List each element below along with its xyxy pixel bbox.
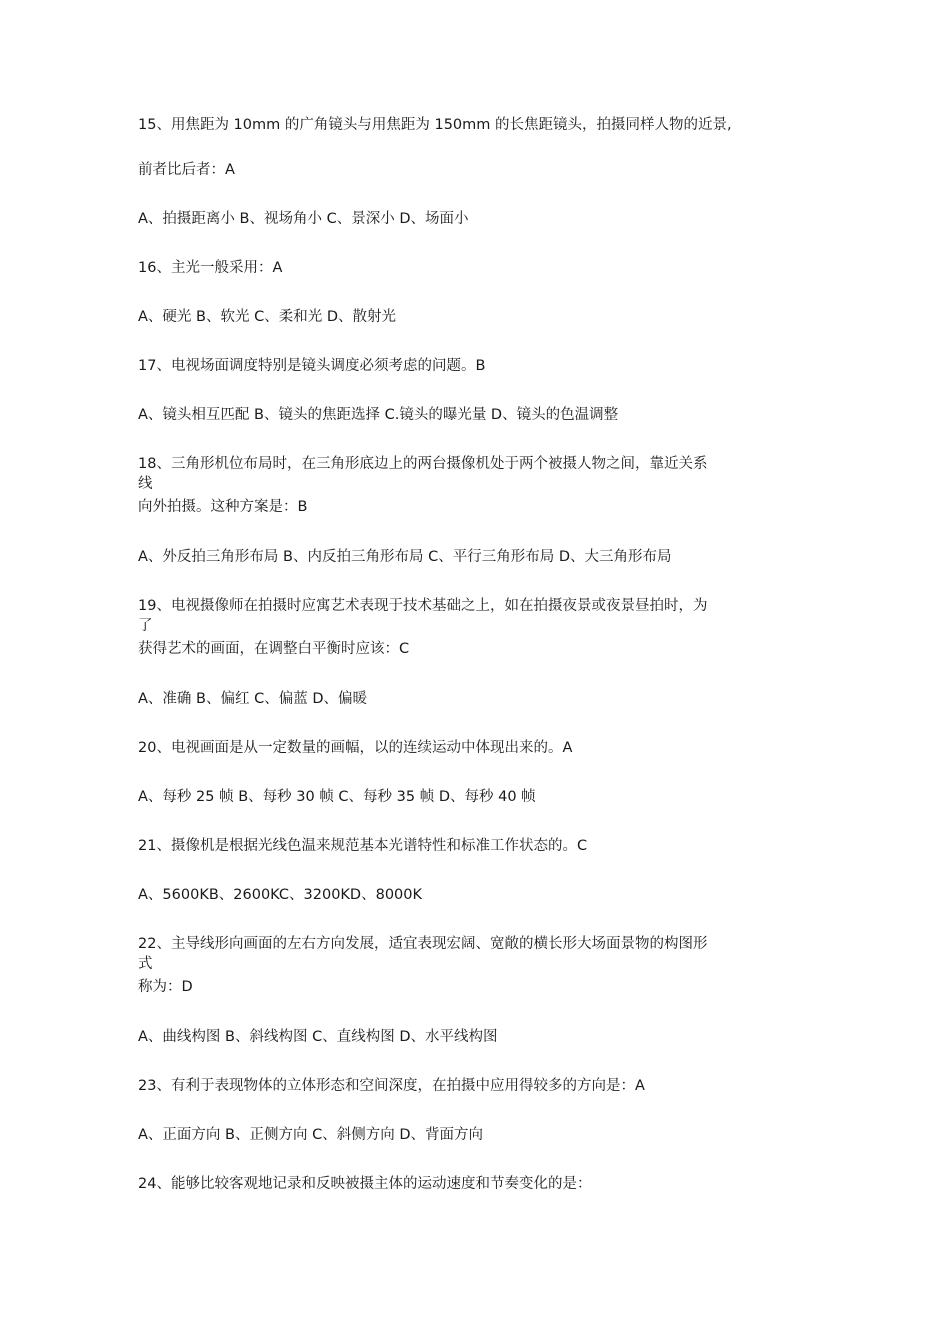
q16-options: A、硬光 B、软光 C、柔和光 D、散射光 [138, 309, 396, 325]
q19-stem-line-3: 获得艺术的画面，在调整白平衡时应该：C [138, 641, 410, 657]
q18-stem-line-1: 18、三角形机位布局时，在三角形底边上的两台摄像机处于两个被摄人物之间，靠近关系 [138, 456, 708, 472]
q22-options: A、曲线构图 B、斜线构图 C、直线构图 D、水平线构图 [138, 1029, 498, 1045]
q17-options: A、镜头相互匹配 B、镜头的焦距选择 C.镜头的曝光量 D、镜头的色温调整 [138, 407, 619, 423]
q15-stem-line-1: 15、用焦距为 10mm 的广角镜头与用焦距为 150mm 的长焦距镜头，拍摄同样人物的近景, [138, 117, 732, 133]
q21-stem: 21、摄像机是根据光线色温来规范基本光谱特性和标准工作状态的。C [138, 838, 588, 854]
q22-stem-line-2: 式 [138, 956, 153, 972]
q22-stem-line-3: 称为：D [138, 979, 193, 995]
q19-stem-line-1: 19、电视摄像师在拍摄时应寓艺术表现于技术基础之上，如在拍摄夜景或夜景昼拍时，为 [138, 598, 708, 614]
q18-options: A、外反拍三角形布局 B、内反拍三角形布局 C、平行三角形布局 D、大三角形布局 [138, 549, 672, 565]
q15-options: A、拍摄距离小 B、视场角小 C、景深小 D、场面小 [138, 211, 469, 227]
q24-stem: 24、能够比较客观地记录和反映被摄主体的运动速度和节奏变化的是： [138, 1176, 592, 1192]
q19-options: A、准确 B、偏红 C、偏蓝 D、偏暖 [138, 691, 367, 707]
q18-stem-line-2: 线 [138, 476, 153, 492]
q23-stem: 23、有利于表现物体的立体形态和空间深度，在拍摄中应用得较多的方向是：A [138, 1078, 645, 1094]
q19-stem-line-2: 了 [138, 618, 153, 634]
q17-stem: 17、电视场面调度特别是镜头调度必须考虑的问题。B [138, 358, 486, 374]
q22-stem-line-1: 22、主导线形向画面的左右方向发展，适宜表现宏阔、宽敞的横长形大场面景物的构图形 [138, 936, 708, 952]
q16-stem: 16、主光一般采用：A [138, 260, 283, 276]
q15-stem-line-2: 前者比后者：A [138, 162, 235, 178]
q23-options: A、正面方向 B、正侧方向 C、斜侧方向 D、背面方向 [138, 1127, 483, 1143]
q20-options: A、每秒 25 帧 B、每秒 30 帧 C、每秒 35 帧 D、每秒 40 帧 [138, 789, 536, 805]
q20-stem: 20、电视画面是从一定数量的画幅，以的连续运动中体现出来的。A [138, 740, 573, 756]
q21-options: A、5600KB、2600KC、3200KD、8000K [138, 887, 423, 903]
q18-stem-line-3: 向外拍摄。这种方案是：B [138, 499, 308, 515]
